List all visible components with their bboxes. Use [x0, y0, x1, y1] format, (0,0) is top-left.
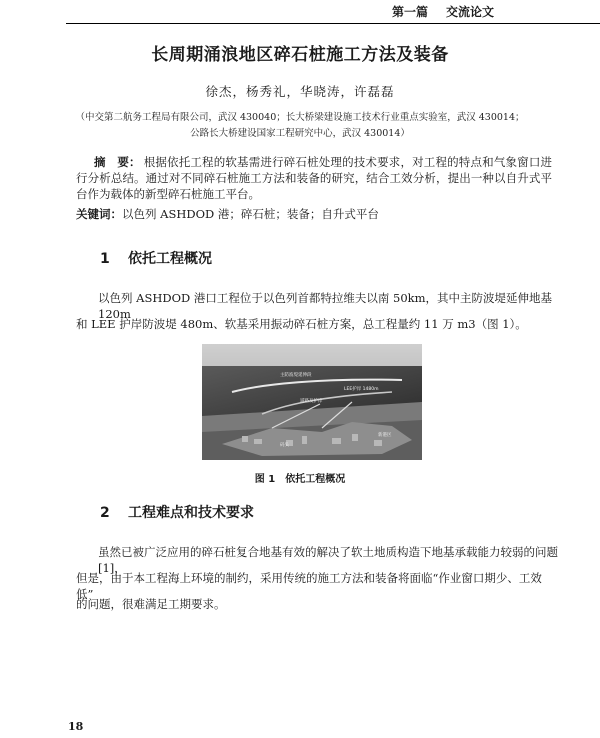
header-part: 第一篇 [391, 4, 428, 19]
aerial-photo [202, 344, 422, 460]
abstract-text: 根据依托工程的软基需进行碎石桩处理的技术要求，对工程的特点和气象窗口进行分析总结。通过对不同碎石桩施工方法和装备的研究，结合工效分析，提出一种以自升式平台作为载体的新型碎石桩施工平台。 [76, 155, 552, 201]
abstract [76, 154, 552, 202]
affiliation-line-2: 公路长大桥建设国家工程研究中心，武汉 430014） [190, 128, 410, 139]
label-port: 新港区 [378, 433, 392, 438]
label-road: 道路及护岸 [300, 399, 323, 404]
paper-title: 长周期涌浪地区碎石桩施工方法及装备 [151, 45, 449, 65]
keywords-text: 以色列 ASHDOD 港；碎石桩；装备；自升式平台 [122, 207, 379, 221]
abstract-label: 摘 要： [94, 155, 141, 169]
page-number: 18 [68, 720, 84, 733]
section-2-paragraph-line-3: 的问题，很难满足工期要求。 [76, 597, 226, 611]
section-1-paragraph-line-1: 以色列 ASHDOD 港口工程位于以色列首都特拉维夫以南 50km，其中主防波堤延伸地基 120m [98, 291, 553, 321]
section-2-number: 2 [100, 505, 110, 521]
authors: 徐杰，杨秀礼，华晓涛，许磊磊 [205, 84, 395, 99]
header-rule [66, 23, 600, 24]
section-2-paragraph-line-2: 但是，由于本工程海上环境的制约，采用传统的施工方法和装备将面临“作业窗口期少、工效低” [76, 571, 542, 601]
header-section: 交流论文 [445, 4, 494, 19]
label-berth: 码头 [280, 443, 289, 448]
figure-caption: 图 1 依托工程概况 [254, 474, 346, 485]
keywords [76, 206, 552, 222]
keywords-label: 关键词： [76, 207, 122, 221]
label-breakwater: 主防波堤延伸段 [280, 373, 312, 378]
section-1-heading [100, 248, 212, 268]
project-overview-figure [202, 344, 422, 460]
running-header [0, 0, 600, 22]
label-lee: LEE护岸 1480m [344, 387, 379, 392]
section-1-title: 依托工程概况 [128, 251, 212, 267]
affiliation-line-1: （中交第二航务工程局有限公司，武汉 430040；长大桥梁建设施工技术行业重点实验室，武汉 430014； [75, 112, 525, 123]
section-1-number: 1 [100, 251, 110, 267]
section-2-heading [100, 502, 254, 522]
section-2-paragraph-line-1: 虽然已被广泛应用的碎石桩复合地基有效的解决了软土地质构造下地基承载能力较弱的问题[1]， [98, 545, 558, 575]
section-1-paragraph-line-2: 和 LEE 护岸防波堤 480m、软基采用振动碎石桩方案，总工程量约 11 万 m3（图 1）。 [76, 317, 527, 331]
section-2-title: 工程难点和技术要求 [128, 505, 254, 521]
